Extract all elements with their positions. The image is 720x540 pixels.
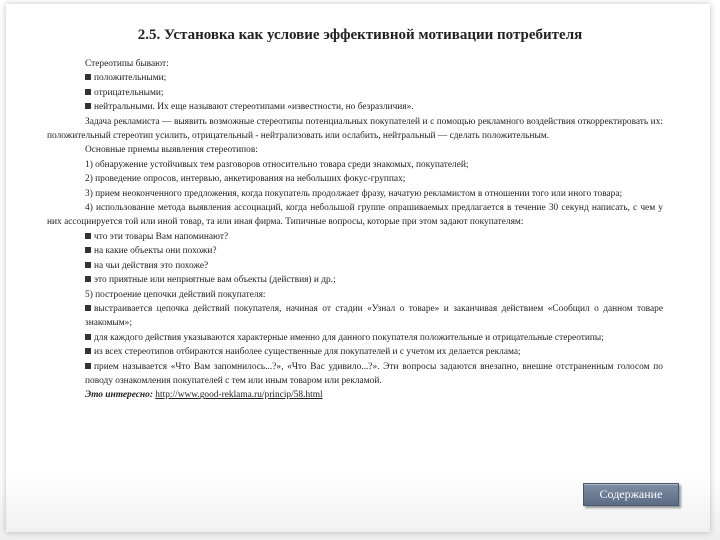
bullet-text: что эти товары Вам напоминают? xyxy=(94,231,229,242)
paragraph: 4) использование метода выявления ассоциаций, когда небольшой группе опрашиваемых предлагается в течение 30 секунд написать, с чем у них ассоциируется той или иной товар, та или иная фирма. Типичные вопросы, которые при этом задают покупателям: xyxy=(47,203,663,228)
bullet-square-icon xyxy=(85,233,91,239)
reference-link[interactable]: http://www.good-reklama.ru/princip/58.html xyxy=(155,390,323,401)
bullet-square-icon xyxy=(85,305,91,311)
bullet-square-icon xyxy=(85,74,91,80)
bullet-item xyxy=(47,230,663,244)
bullet-square-icon xyxy=(85,103,91,109)
bullet-square-icon xyxy=(85,247,91,253)
interesting-label: Это интересно: xyxy=(85,390,153,401)
bullet-item xyxy=(47,345,663,359)
bullet-item xyxy=(47,244,663,258)
bullet-text: из всех стереотипов отбираются наиболее существенные для покупателей и с учетом их делается реклама; xyxy=(94,347,521,358)
bullet-item xyxy=(47,71,663,85)
bullet-square-icon xyxy=(85,348,91,354)
paragraph: 1) обнаружение устойчивых тем разговоров относительно товара среди знакомых, покупателей; xyxy=(85,159,469,170)
bullet-text: прием называется «Что Вам запомнилось...?», «Что Вас удивило...?». Эти вопросы задаются внезапно, внешне отстраненным голосом по поводу ознакомления покупателей с тем или иным товаром или рекламой. xyxy=(85,361,663,386)
bullet-item xyxy=(47,100,663,114)
paragraph: 3) прием неоконченного предложения, когда покупатель продолжает фразу, начатую рекламистом в отношении того или иного товара; xyxy=(85,188,623,199)
paragraph: Основные приемы выявления стереотипов: xyxy=(85,145,258,156)
bullet-item xyxy=(47,273,663,287)
bullet-text: положительными; xyxy=(94,73,167,84)
bullet-text: это приятные или неприятные вам объекты (действия) и др.; xyxy=(94,275,336,286)
bullet-square-icon xyxy=(85,89,91,95)
contents-button[interactable]: Содержание xyxy=(583,483,679,506)
paragraph: 5) построение цепочки действий покупателя: xyxy=(85,289,266,300)
bullet-square-icon xyxy=(85,262,91,268)
bullet-square-icon xyxy=(85,334,91,340)
bullet-text: для каждого действия указываются характерные именно для данного покупателя положительные и отрицательные стереотипы; xyxy=(94,332,604,343)
bullet-item xyxy=(47,86,663,100)
bullet-item xyxy=(47,360,663,389)
bullet-text: выстраивается цепочка действий покупателя, начиная от стадии «Узнал о товаре» и заканчивая действием «Сообщил о данном товаре знакомым»; xyxy=(85,303,663,329)
bullet-text: отрицательными; xyxy=(94,87,164,98)
paragraph: Задача рекламиста — выявить возможные стереотипы потенциальных покупателей и с помощью рекламного воздействия откорректировать их: положительный стереотип усилить, отрицательный - нейтрализовать или ослабить, нейтральный — сделать положительным. xyxy=(47,116,663,142)
bullet-item xyxy=(47,302,663,331)
interesting-line xyxy=(47,388,663,402)
bullet-text: на чьи действия это похоже? xyxy=(94,260,209,271)
bullet-text: на какие объекты они похожи? xyxy=(94,246,217,257)
bullet-item xyxy=(47,259,663,273)
bullet-item xyxy=(47,331,663,345)
paragraph: Стереотипы бывают: xyxy=(85,59,169,69)
bullet-square-icon xyxy=(85,276,91,282)
bullet-square-icon xyxy=(85,363,91,369)
paragraph: 2) проведение опросов, интервью, анкетирования на небольших фокус-группах; xyxy=(85,174,406,185)
body-text xyxy=(47,57,663,403)
bullet-text: нейтральными. Их еще называют стереотипами «известности, но безразличия». xyxy=(94,102,414,113)
page-title: 2.5. Установка как условие эффективной мотивации потребителя xyxy=(137,27,583,43)
